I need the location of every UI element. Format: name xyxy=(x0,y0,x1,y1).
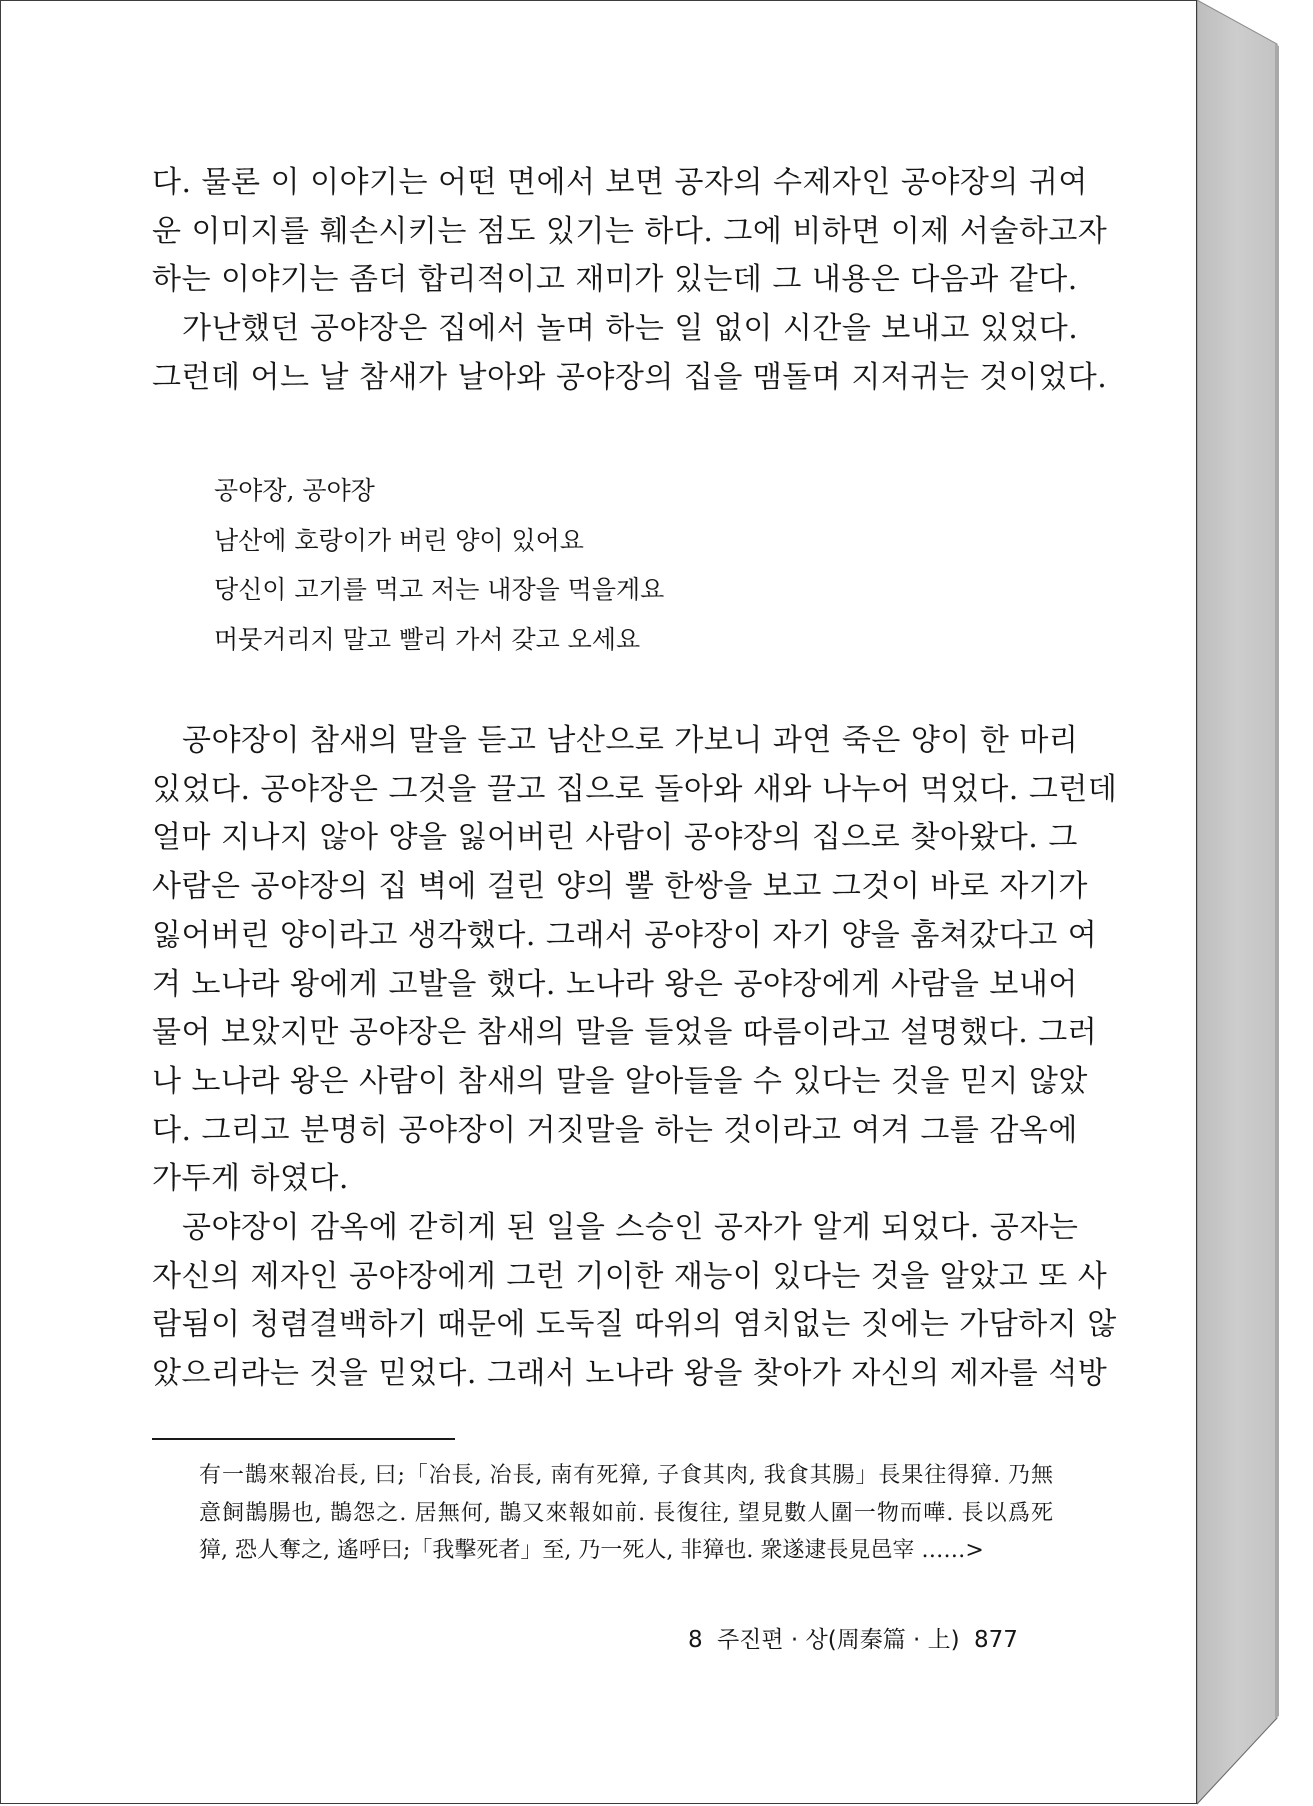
text-line: 얼마 지나지 않아 양을 잃어버린 사람이 공야장의 집으로 찾아왔다. 그 xyxy=(152,820,1078,856)
footnote xyxy=(199,1457,1053,1570)
page-footer xyxy=(688,1621,1025,1654)
poem-quote xyxy=(214,466,664,664)
text-line: 운 이미지를 훼손시키는 점도 있기는 하다. 그에 비하면 이제 서술하고자 xyxy=(152,213,1108,249)
footnote-line: 意飼鵲腸也, 鵲怨之. 居無何, 鵲又來報如前. 長復往, 望見數人圍一物而嘩. 長以爲死 xyxy=(199,1500,1053,1526)
text-line: 잃어버린 양이라고 생각했다. 그래서 공야장이 자기 양을 훔쳐갔다고 여 xyxy=(152,917,1098,953)
footnote-line: 有一鵲來報冶長, 曰;「冶長, 冶長, 南有死獐, 子食其肉, 我食其腸」長果往得獐. 乃無 xyxy=(199,1463,1053,1488)
text-line: 겨 노나라 왕에게 고발을 했다. 노나라 왕은 공야장에게 사람을 보내어 xyxy=(152,966,1078,1002)
poem-line: 공야장, 공야장 xyxy=(214,476,375,505)
text-line: 하는 이야기는 좀더 합리적이고 재미가 있는데 그 내용은 다음과 같다. xyxy=(152,262,1078,298)
text-line: 자신의 제자인 공야장에게 그런 기이한 재능이 있다는 것을 알았고 또 사 xyxy=(152,1258,1108,1294)
text-line: 람됨이 청렴결백하기 때문에 도둑질 따위의 염치없는 짓에는 가담하지 않 xyxy=(152,1307,1117,1343)
poem-line: 남산에 호랑이가 버린 양이 있어요 xyxy=(214,525,584,555)
text-block-top xyxy=(152,159,1108,403)
book-edge xyxy=(1197,0,1279,1806)
text-line: 다. 그리고 분명히 공야장이 거짓말을 하는 것이라고 여겨 그를 감옥에 xyxy=(152,1112,1078,1148)
footnote-line: 獐, 恐人奪之, 遙呼曰;「我擊死者」至, 乃一死人, 非獐也. 衆遂逮長見邑宰 ……> xyxy=(199,1538,984,1563)
text-line: 공야장이 감옥에 갇히게 된 일을 스승인 공자가 알게 되었다. 공자는 xyxy=(182,1210,1079,1246)
text-line: 공야장이 참새의 말을 듣고 남산으로 가보니 과연 죽은 양이 한 마리 xyxy=(182,723,1079,758)
text-line: 가두게 하였다. xyxy=(152,1161,349,1197)
chapter-number: 8 xyxy=(688,1627,703,1653)
text-line: 았으리라는 것을 믿었다. 그래서 노나라 왕을 찾아가 자신의 제자를 석방 xyxy=(152,1356,1108,1392)
poem-line: 당신이 고기를 먹고 저는 내장을 먹을게요 xyxy=(214,575,665,604)
book-edge-shape xyxy=(1197,0,1279,1806)
text-line: 나 노나라 왕은 사람이 참새의 말을 알아들을 수 있다는 것을 믿지 않았 xyxy=(152,1063,1088,1099)
text-line: 사람은 공야장의 집 벽에 걸린 양의 뿔 한쌍을 보고 그것이 바로 자기가 xyxy=(152,869,1088,905)
footnote-divider xyxy=(152,1438,455,1440)
text-line: 있었다. 공야장은 그것을 끌고 집으로 돌아와 새와 나누어 먹었다. 그런데 xyxy=(152,771,1118,807)
text-line: 가난했던 공야장은 집에서 놀며 하는 일 없이 시간을 보내고 있었다. xyxy=(182,311,1079,347)
text-block-main xyxy=(152,717,1118,1399)
poem-line: 머뭇거리지 말고 빨리 가서 갖고 오세요 xyxy=(214,624,641,654)
text-line: 물어 보았지만 공야장은 참새의 말을 들었을 따름이라고 설명했다. 그러 xyxy=(152,1015,1098,1051)
page-number: 877 xyxy=(973,1627,1018,1653)
text-line: 다. 물론 이 이야기는 어떤 면에서 보면 공자의 수제자인 공야장의 귀여 xyxy=(152,165,1088,200)
section-title: 주진편 · 상(周秦篇 · 上) xyxy=(716,1627,960,1653)
text-line: 그런데 어느 날 참새가 날아와 공야장의 집을 맴돌며 지저귀는 것이었다. xyxy=(152,359,1108,395)
